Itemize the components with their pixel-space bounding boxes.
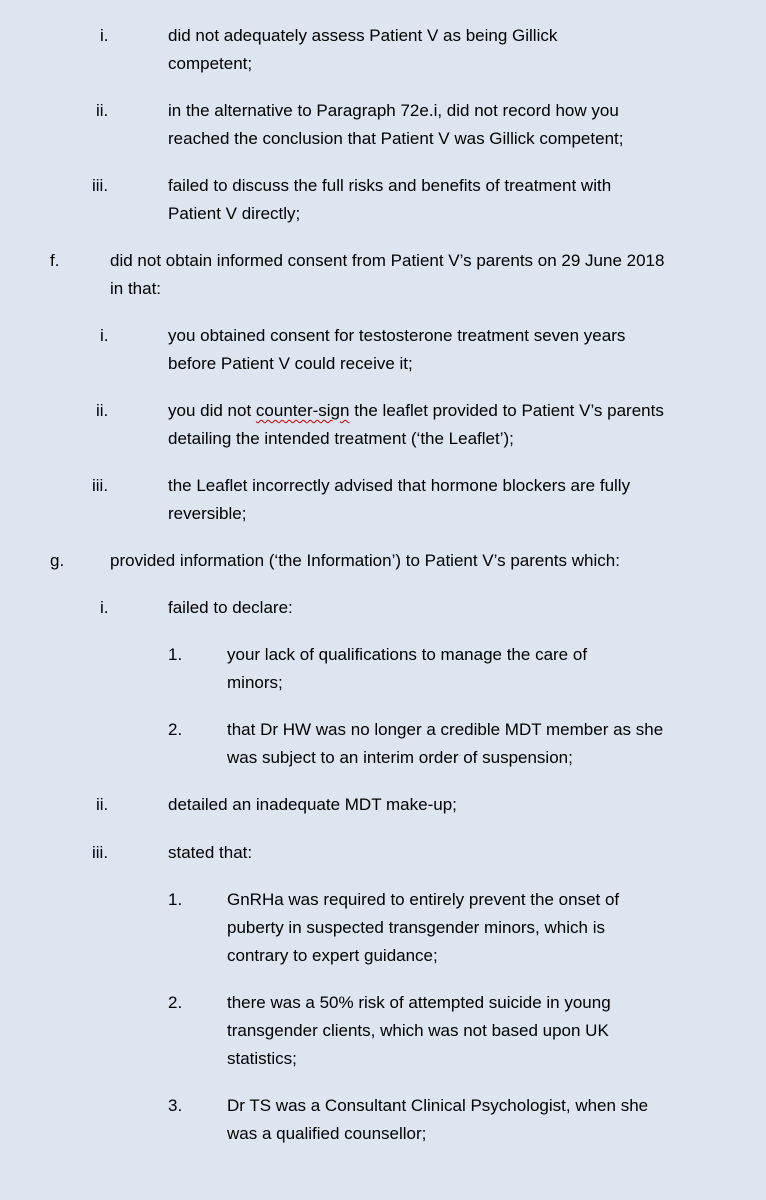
item-marker: ii. — [96, 795, 109, 814]
item-text: stated that: — [168, 843, 253, 862]
item-marker: 1. — [168, 890, 183, 909]
item-text: you obtained consent for testosterone treatment seven years before Patient V could receive it; — [168, 326, 626, 373]
item-text: your lack of qualifications to manage the care of minors; — [227, 645, 588, 692]
item-marker: f. — [50, 251, 60, 270]
item-text: failed to discuss the full risks and benefits of treatment with Patient V directly; — [168, 176, 612, 223]
item-marker: iii. — [92, 476, 109, 495]
item-text: did not obtain informed consent from Patient V’s parents on 29 June 2018 in that: — [110, 251, 665, 298]
item-text: provided information (‘the Information’) to Patient V’s parents which: — [110, 551, 620, 570]
item-marker: iii. — [92, 843, 109, 862]
item-marker: 2. — [168, 993, 183, 1012]
item-text: detailed an inadequate MDT make-up; — [168, 795, 457, 814]
item-text: that Dr HW was no longer a credible MDT member as she was subject to an interim order of suspension; — [227, 720, 664, 767]
spellcheck-flagged-word[interactable]: counter-sign — [255, 401, 350, 420]
item-marker: i. — [100, 598, 109, 617]
item-marker: i. — [100, 326, 109, 345]
item-marker: i. — [100, 26, 109, 45]
item-marker: 2. — [168, 720, 183, 739]
item-marker: 1. — [168, 645, 183, 664]
item-text: did not adequately assess Patient V as being Gillick competent; — [168, 26, 558, 73]
item-marker: iii. — [92, 176, 109, 195]
item-text: in the alternative to Paragraph 72e.i, did not record how you reached the conclusion that Patient V was Gillick competent; — [168, 101, 624, 148]
item-text — [168, 397, 668, 453]
item-marker: ii. — [96, 101, 109, 120]
item-marker: g. — [50, 551, 65, 570]
item-text: GnRHa was required to entirely prevent the onset of puberty in suspected transgender minors, which is contrary to expert guidance; — [227, 890, 620, 965]
item-text: the Leaflet incorrectly advised that hormone blockers are fully reversible; — [168, 476, 631, 523]
item-text: Dr TS was a Consultant Clinical Psychologist, when she was a qualified counsellor; — [227, 1096, 649, 1143]
item-text-part: the leaflet provided to Patient V’s parents detailing the intended treatment (‘the Leaflet’); — [168, 401, 664, 448]
item-text-part: you did not — [168, 401, 256, 420]
item-marker: ii. — [96, 401, 109, 420]
item-text: there was a 50% risk of attempted suicide in young transgender clients, which was not based upon UK statistics; — [227, 993, 611, 1068]
item-marker: 3. — [168, 1096, 183, 1115]
item-text: failed to declare: — [168, 598, 293, 617]
